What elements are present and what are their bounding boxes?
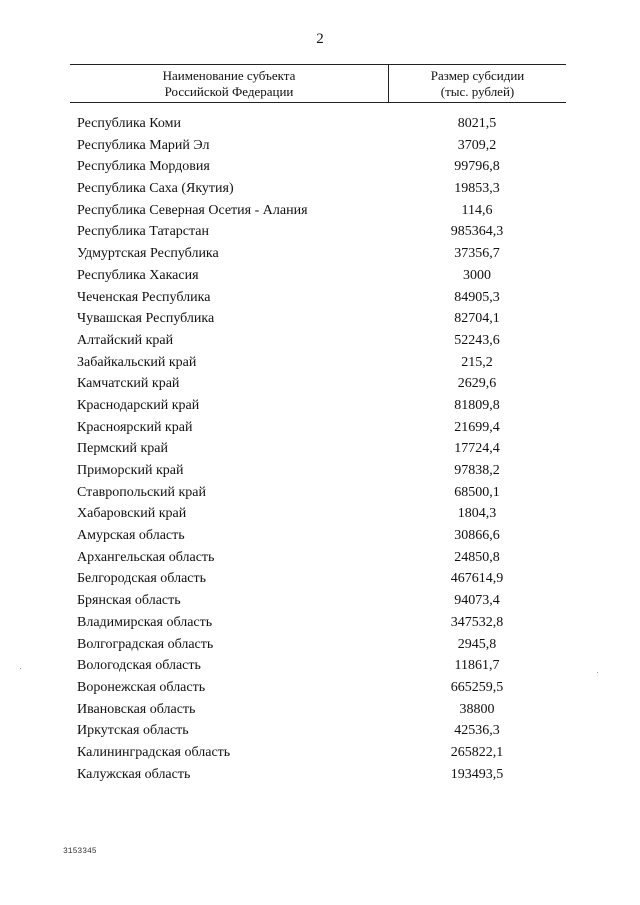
subsidy-amount: 985364,3 <box>450 224 504 240</box>
subject-name: Архангельская область <box>77 549 215 565</box>
subject-name: Пермский край <box>77 441 168 457</box>
subject-name: Белгородская область <box>77 571 207 587</box>
subject-name: Республика Коми <box>77 116 181 131</box>
table-row <box>0 222 640 244</box>
table-row <box>0 569 640 591</box>
subsidy-amount: 1804,3 <box>457 506 497 522</box>
table-row <box>0 309 640 331</box>
table-row <box>0 721 640 743</box>
subsidy-amount: 19853,3 <box>454 181 500 197</box>
subsidy-amount: 68500,1 <box>454 484 500 500</box>
subsidy-amount: 215,2 <box>461 354 493 370</box>
subsidy-amount: 347532,8 <box>450 614 504 630</box>
subsidy-amount: 3000 <box>463 267 491 283</box>
subsidy-amount: 37356,7 <box>454 246 500 262</box>
table-row <box>0 157 640 179</box>
subject-name: Республика Марий Эл <box>77 137 210 153</box>
subject-name: Волгоградская область <box>77 636 214 652</box>
table-row <box>0 483 640 505</box>
table-row <box>0 700 640 722</box>
header-subject-name-line1: Наименование субъекта <box>162 68 296 83</box>
subject-name: Чувашская Республика <box>77 311 215 327</box>
subsidy-amount: 42536,3 <box>454 723 500 739</box>
subsidy-amount: 467614,9 <box>450 571 504 587</box>
table-row <box>0 439 640 461</box>
table-row <box>0 613 640 635</box>
header-subsidy-amount-line2: (тыс. рублей) <box>440 83 515 99</box>
subject-name: Республика Татарстан <box>77 224 210 240</box>
subject-name: Камчатский край <box>77 376 180 392</box>
subsidy-amount: 114,6 <box>461 202 493 218</box>
subsidy-amount: 94073,4 <box>454 593 500 609</box>
subsidy-amount: 2629,6 <box>457 376 497 392</box>
subsidy-amount: 8021,5 <box>457 116 497 131</box>
subject-name: Краснодарский край <box>77 397 200 413</box>
header-subject-name-line2: Российской Федерации <box>164 83 294 99</box>
subsidy-amount: 11861,7 <box>454 658 500 674</box>
subsidy-amount: 82704,1 <box>454 311 500 327</box>
subsidy-amount: 30866,6 <box>454 528 500 544</box>
subject-name: Республика Саха (Якутия) <box>77 181 234 197</box>
subject-name: Приморский край <box>77 463 184 478</box>
table-row <box>0 743 640 765</box>
subsidy-amount: 665259,5 <box>450 679 504 695</box>
subsidy-amount: 24850,8 <box>454 549 500 565</box>
table-row <box>0 548 640 570</box>
subsidy-amount: 81809,8 <box>454 397 500 413</box>
table-row <box>0 266 640 288</box>
subject-name: Республика Хакасия <box>77 267 199 283</box>
subject-name: Ставропольский край <box>77 484 206 500</box>
subject-name: Вологодская область <box>77 658 201 674</box>
subsidy-amount: 17724,4 <box>454 441 500 457</box>
scan-speck <box>597 672 598 673</box>
table-row <box>0 504 640 526</box>
subsidy-amount: 2945,8 <box>457 636 497 652</box>
subsidy-amount: 84905,3 <box>454 289 500 305</box>
table-row <box>0 396 640 418</box>
subject-name: Забайкальский край <box>77 354 197 370</box>
table-row <box>0 678 640 700</box>
document-code: 3153345 <box>63 847 97 856</box>
page-number: 2 <box>316 31 324 47</box>
subsidy-table-body <box>0 114 640 786</box>
table-row <box>0 374 640 396</box>
header-subsidy-amount-line1: Размер субсидии <box>430 68 525 83</box>
subject-name: Калужская область <box>77 766 191 782</box>
scan-speck <box>20 668 21 669</box>
subject-name: Чеченская Республика <box>77 289 211 305</box>
table-row <box>0 353 640 375</box>
subject-name: Удмуртская Республика <box>77 246 219 262</box>
table-row <box>0 179 640 201</box>
subject-name: Алтайский край <box>77 332 174 348</box>
subsidy-amount: 193493,5 <box>450 766 504 782</box>
subsidy-amount: 99796,8 <box>454 159 500 175</box>
table-row <box>0 418 640 440</box>
table-row <box>0 244 640 266</box>
table-row <box>0 114 640 136</box>
table-header <box>70 64 566 103</box>
subsidy-amount: 3709,2 <box>457 137 497 153</box>
subject-name: Владимирская область <box>77 614 213 630</box>
subsidy-amount: 21699,4 <box>454 419 500 435</box>
subject-name: Воронежская область <box>77 679 206 695</box>
table-row <box>0 635 640 657</box>
table-row <box>0 136 640 158</box>
table-row <box>0 201 640 223</box>
subject-name: Республика Мордовия <box>77 159 210 175</box>
subsidy-amount: 97838,2 <box>454 463 500 478</box>
header-subject-name <box>70 68 388 99</box>
table-row <box>0 526 640 548</box>
table-row <box>0 288 640 310</box>
subject-name: Республика Северная Осетия - Алания <box>77 202 308 218</box>
subsidy-amount: 265822,1 <box>450 744 504 760</box>
table-row <box>0 656 640 678</box>
subject-name: Амурская область <box>77 528 185 544</box>
subject-name: Иркутская область <box>77 723 189 739</box>
subject-name: Хабаровский край <box>77 506 187 522</box>
subject-name: Красноярский край <box>77 419 193 435</box>
table-row <box>0 331 640 353</box>
table-row <box>0 765 640 787</box>
subsidy-amount: 38800 <box>459 701 495 717</box>
subject-name: Калининградская область <box>77 744 231 760</box>
table-row <box>0 461 640 483</box>
table-row <box>0 591 640 613</box>
header-subsidy-amount <box>389 68 566 99</box>
subject-name: Брянская область <box>77 593 181 609</box>
subsidy-amount: 52243,6 <box>454 332 500 348</box>
subject-name: Ивановская область <box>77 701 196 717</box>
